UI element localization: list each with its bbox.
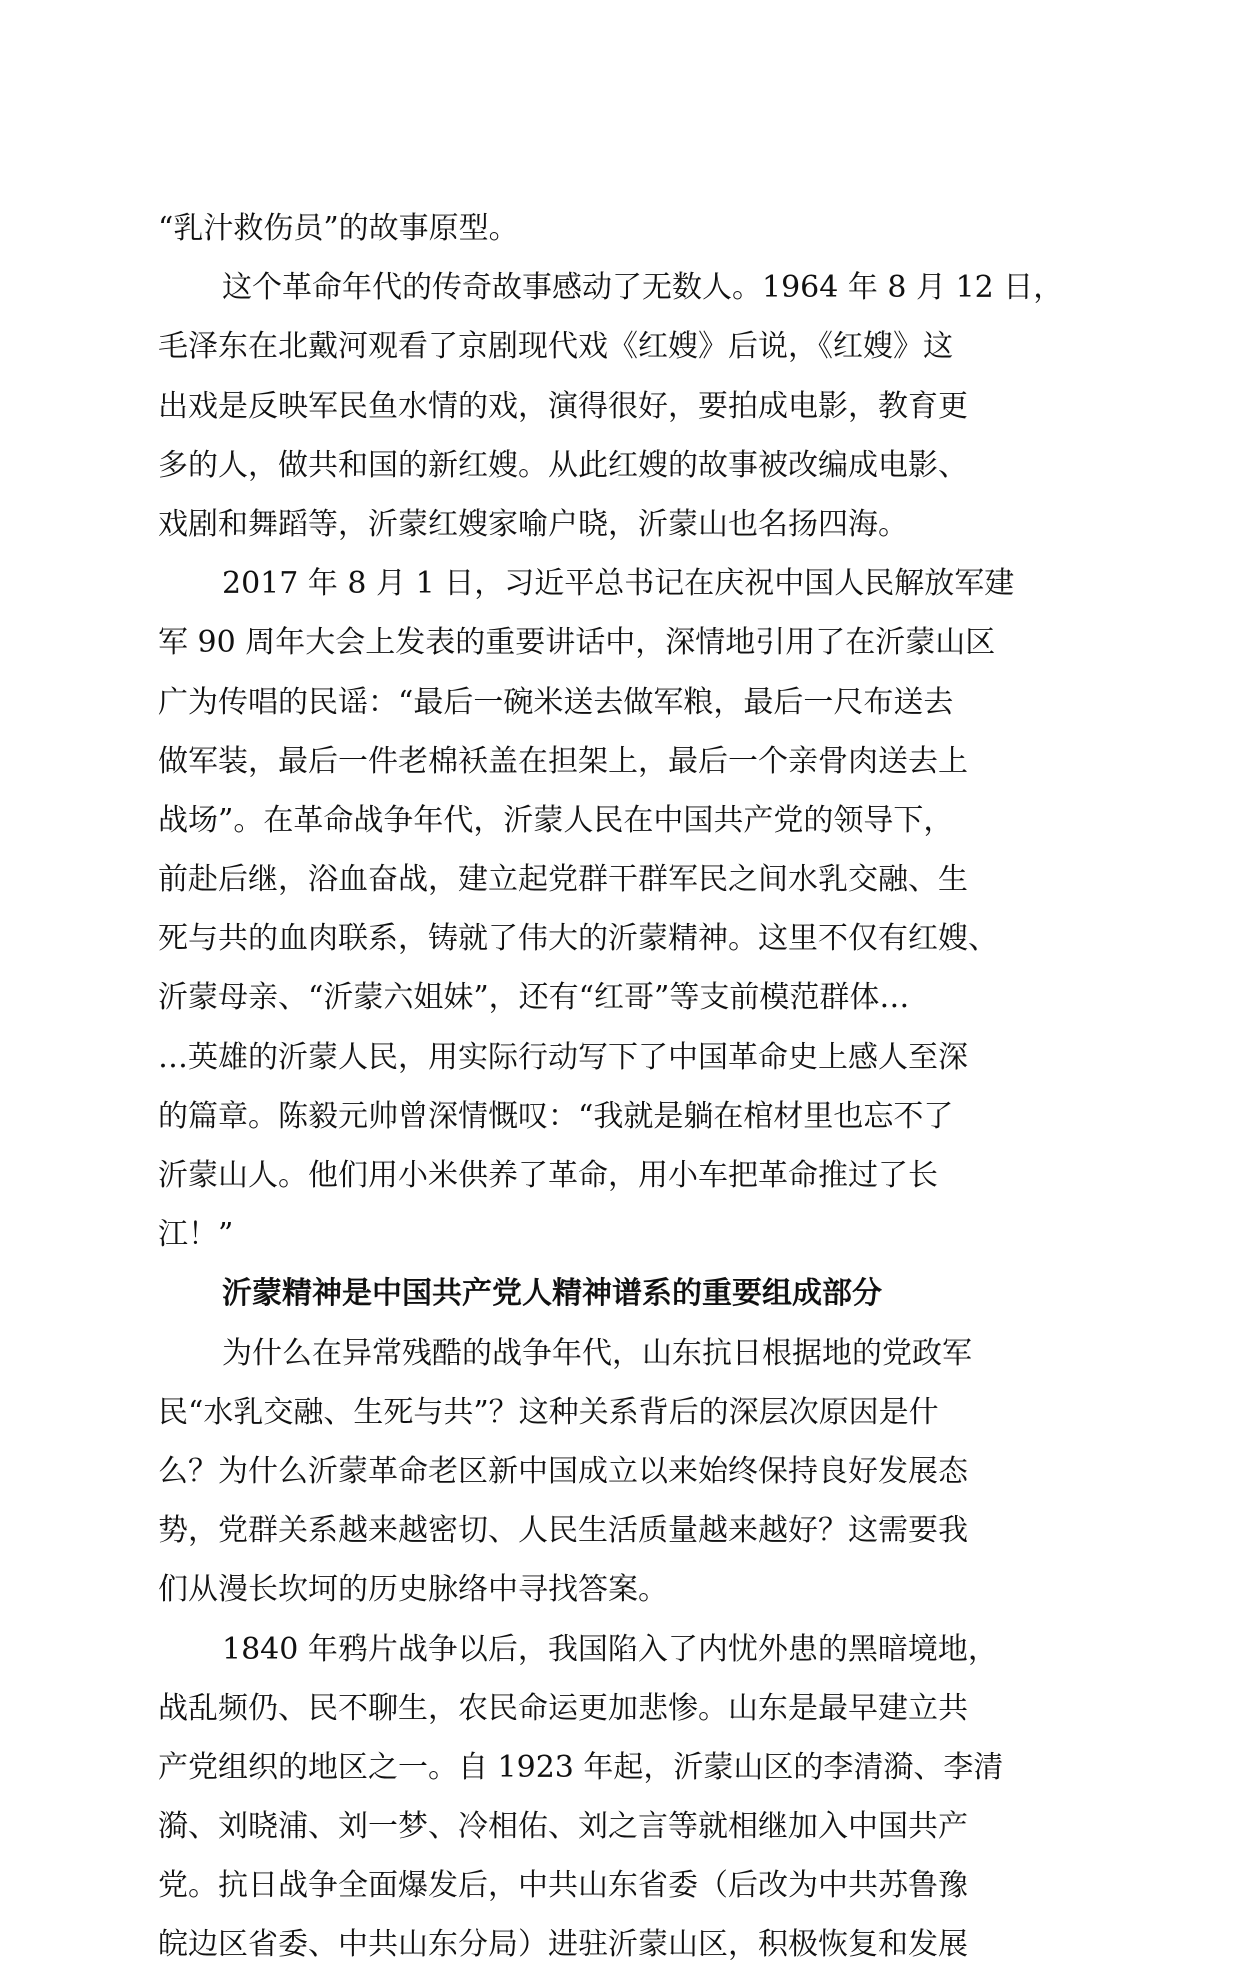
text-line: 沂蒙山人。他们用小米供养了革命，用小车把革命推过了长 bbox=[158, 1158, 938, 1193]
text-line: 皖边区省委、中共山东分局）进驻沂蒙山区，积极恢复和发展 bbox=[158, 1927, 968, 1963]
text-line: 民“水乳交融、生死与共”？这种关系背后的深层次原因是什 bbox=[158, 1394, 939, 1430]
text-line: 沂蒙母亲、“沂蒙六姐妹”，还有“红哥”等支前模范群体… bbox=[158, 980, 910, 1016]
text-line: 1840 年鸦片战争以后，我国陷入了内忧外患的黑暗境地， bbox=[222, 1631, 998, 1667]
text-line: 们从漫长坎坷的历史脉络中寻找答案。 bbox=[158, 1572, 668, 1608]
text-line: 出戏是反映军民鱼水情的戏，演得很好，要拍成电影，教育更 bbox=[158, 388, 968, 424]
text-line: 产党组织的地区之一。自 1923 年起，沂蒙山区的李清漪、李清 bbox=[158, 1749, 1004, 1785]
text-line: 的篇章。陈毅元帅曾深情慨叹：“我就是躺在棺材里也忘不了 bbox=[158, 1098, 954, 1134]
text-line: 江！” bbox=[158, 1217, 234, 1253]
text-line: 多的人，做共和国的新红嫂。从此红嫂的故事被改编成电影、 bbox=[158, 447, 968, 483]
text-line: 毛泽东在北戴河观看了京剧现代戏《红嫂》后说，《红嫂》这 bbox=[158, 329, 953, 365]
text-line: 死与共的血肉联系，铸就了伟大的沂蒙精神。这里不仅有红嫂、 bbox=[158, 921, 998, 957]
section-heading: 沂蒙精神是中国共产党人精神谱系的重要组成部分 bbox=[222, 1276, 882, 1312]
text-line: 2017 年 8 月 1 日，习近平总书记在庆祝中国人民解放军建 bbox=[222, 566, 1015, 602]
text-line: 军 90 周年大会上发表的重要讲话中，深情地引用了在沂蒙山区 bbox=[158, 625, 996, 661]
text-line: …英雄的沂蒙人民，用实际行动写下了中国革命史上感人至深 bbox=[158, 1039, 968, 1075]
text-line: 势，党群关系越来越密切、人民生活质量越来越好？这需要我 bbox=[158, 1513, 968, 1549]
text-line: 战乱频仍、民不聊生，农民命运更加悲惨。山东是最早建立共 bbox=[158, 1690, 968, 1726]
text-line: 做军装，最后一件老棉袄盖在担架上，最后一个亲骨肉送去上 bbox=[158, 743, 968, 779]
text-line: 为什么在异常残酷的战争年代，山东抗日根据地的党政军 bbox=[222, 1335, 972, 1371]
text-line: 前赴后继，浴血奋战，建立起党群干群军民之间水乳交融、生 bbox=[158, 862, 968, 898]
document-page bbox=[158, 199, 1088, 1975]
text-line: 战场”。在革命战争年代，沂蒙人民在中国共产党的领导下， bbox=[158, 802, 954, 838]
text-line: 戏剧和舞蹈等，沂蒙红嫂家喻户晓，沂蒙山也名扬四海。 bbox=[158, 506, 908, 542]
text-line: 党。抗日战争全面爆发后，中共山东省委（后改为中共苏鲁豫 bbox=[158, 1868, 968, 1904]
text-line: 这个革命年代的传奇故事感动了无数人。1964 年 8 月 12 日， bbox=[222, 270, 1064, 306]
text-line: 广为传唱的民谣：“最后一碗米送去做军粮，最后一尺布送去 bbox=[158, 684, 954, 720]
text-line: “乳汁救伤员”的故事原型。 bbox=[158, 211, 519, 246]
text-line: 漪、刘晓浦、刘一梦、冷相佑、刘之言等就相继加入中国共产 bbox=[158, 1809, 968, 1845]
text-line: 么？为什么沂蒙革命老区新中国成立以来始终保持良好发展态 bbox=[158, 1453, 968, 1489]
